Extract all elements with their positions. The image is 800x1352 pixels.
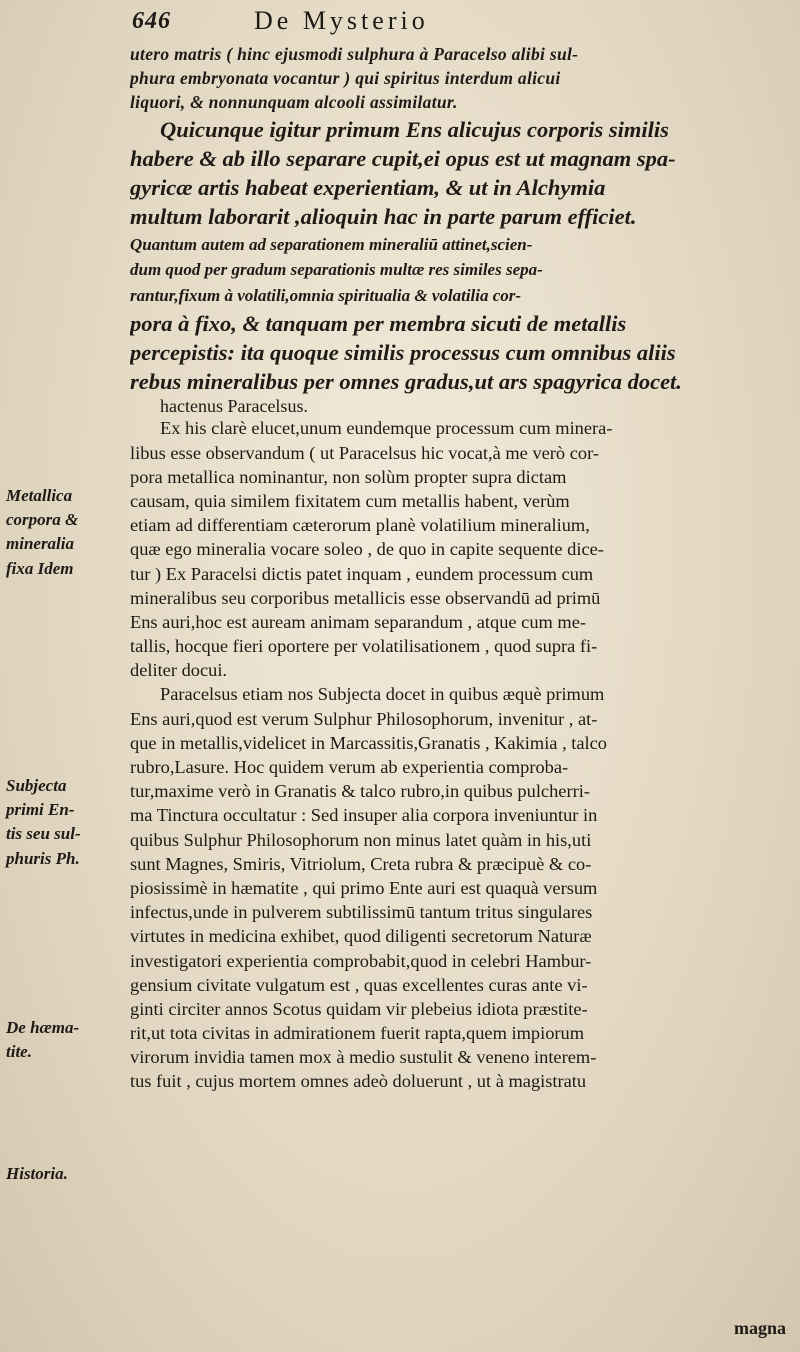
text-line: quibus Sulphur Philosophorum non minus latet quàm in his,uti [130,829,592,850]
text-line: Ens auri,hoc est auream animam separandum , atque cum me- [130,611,587,632]
text-line: libus esse observandum ( ut Paracelsus hic vocat,à me verò cor- [130,442,599,463]
margin-note-line: tite. [6,1042,32,1062]
text-line: etiam ad differentiam cæterorum planè volatilium mineralium, [130,515,590,536]
text-line: gyricæ artis habeat experientiam, & ut in Alchymia [130,175,606,201]
text-line: virorum invidia tamen mox à medio sustulit & veneno interem- [130,1047,597,1068]
catchword: magna [733,1318,786,1338]
margin-note-line: fixa Idem [6,558,74,578]
text-line: hactenus Paracelsus. [160,396,308,417]
margin-note-line: Metallica [6,486,73,505]
text-line: deliter docui. [130,660,228,681]
paragraph-ex-his [130,416,788,682]
text-line: Ens auri,quod est verum Sulphur Philosophorum, invenitur , at- [130,708,598,729]
main-text [130,42,788,1094]
page-number: 646 [132,8,171,34]
margin-note-line: primi En- [6,800,75,820]
text-line: que in metallis,videlicet in Marcassitis,Granatis , Kakimia , talco [130,732,608,753]
margin-note-line: mineralia [6,534,75,554]
text-line: sunt Magnes, Smiris, Vitriolum, Creta rubra & præcipuè & co- [130,853,592,874]
margin-note-line: tis seu sul- [6,824,81,844]
margin-note-subjecta [6,774,126,871]
text-line: causam, quia similem fixitatem cum metallis habent, verùm [130,490,570,511]
margin-note-line: phuris Ph. [6,848,80,868]
text-line: pora à fixo, & tanquam per membra sicuti de metallis [130,310,627,336]
text-line: rebus mineralibus per omnes gradus,ut ars spagyrica docet. [130,369,682,395]
margin-note-line: De hæma- [6,1018,80,1037]
text-line: Quicunque igitur primum Ens alicujus corporis similis [160,116,669,142]
text-line: tur,maxime verò in Granatis & talco rubro,in quibus pulcherri- [130,781,590,802]
running-title: De Mysterio [254,6,429,35]
text-line: multum laborarit ,alioquin hac in parte parum efficiet. [130,204,637,230]
text-line: quæ ego mineralia vocare soleo , de quo in capite sequente dice- [130,539,604,560]
text-line: ma Tinctura occultatur : Sed insuper alia corpora inveniuntur in [130,805,598,826]
text-line: tallis, hocque fieri oportere per volatilisationem , quod supra fi- [130,636,598,657]
text-line: tur ) Ex Paracelsi dictis patet inquam , eundem processum cum [130,563,594,584]
text-line: investigatori experientia comprobabit,quod in celebri Hambur- [130,950,592,971]
text-line: Paracelsus etiam nos Subjecta docet in quibus æquè primum [160,684,605,705]
text-line: tus fuit , cujus mortem omnes adeò doluerunt , ut à magistratu [130,1071,587,1092]
margin-note-historia [6,1162,126,1186]
paragraph-paracelsus [130,682,788,1093]
text-line: percepistis: ita quoque similis processus cum omnibus aliis [130,339,676,365]
margin-note-line: Historia. [6,1164,68,1183]
text-line: habere & ab illo separare cupit,ei opus est ut magnam spa- [130,145,676,171]
text-line: rit,ut tota civitas in admirationem fuerit rapta,quem impiorum [130,1023,585,1044]
margin-note-line: corpora & [6,510,79,530]
text-line: virtutes in medicina exhibet, quod diligenti secretorum Naturæ [130,926,592,947]
text-line: Quantum autem ad separationem mineraliū attinet,scien- [130,234,533,254]
margin-note-line: Subjecta [6,776,67,795]
text-line: pora metallica nominantur, non solùm propter supra dictam [130,466,567,487]
paragraph-quantum [130,232,788,397]
text-line: gensium civitate vulgatum est , quas excellentes curas ante vi- [130,974,588,995]
text-line: mineralibus seu corporibus metallicis esse observandū ad primū [130,587,601,608]
text-line: rantur,fixum à volatili,omnia spiritualia & volatilia cor- [130,285,522,305]
text-line: piosissimè in hæmatite , qui primo Ente auri est quaquà versum [130,877,598,898]
text-line: ginti circiter annos Scotus quidam vir plebeius idiota præstite- [130,998,588,1019]
page-header [132,6,732,42]
margin-note-haematite [6,1016,126,1064]
text-line: utero matris ( hinc ejusmodi sulphura à Paracelso alibi sul- [130,44,579,64]
paragraph-opening [130,42,788,115]
paragraph-hactenus [130,396,788,416]
text-line: liquori, & nonnunquam alcooli assimilatur. [130,92,458,113]
text-line: phura embryonata vocantur ) qui spiritus interdum alicui [130,68,561,89]
text-line: infectus,unde in pulverem subtilissimū tantum tritus singulares [130,902,593,923]
margin-note-metallica [6,484,126,581]
text-line: dum quod per gradum separationis multæ res similes sepa- [130,260,543,280]
paragraph-quicunque [130,115,788,232]
text-line: Ex his clarè elucet,unum eundemque processum cum minera- [160,418,613,439]
text-line: rubro,Lasure. Hoc quidem verum ab experientia comproba- [130,757,569,778]
